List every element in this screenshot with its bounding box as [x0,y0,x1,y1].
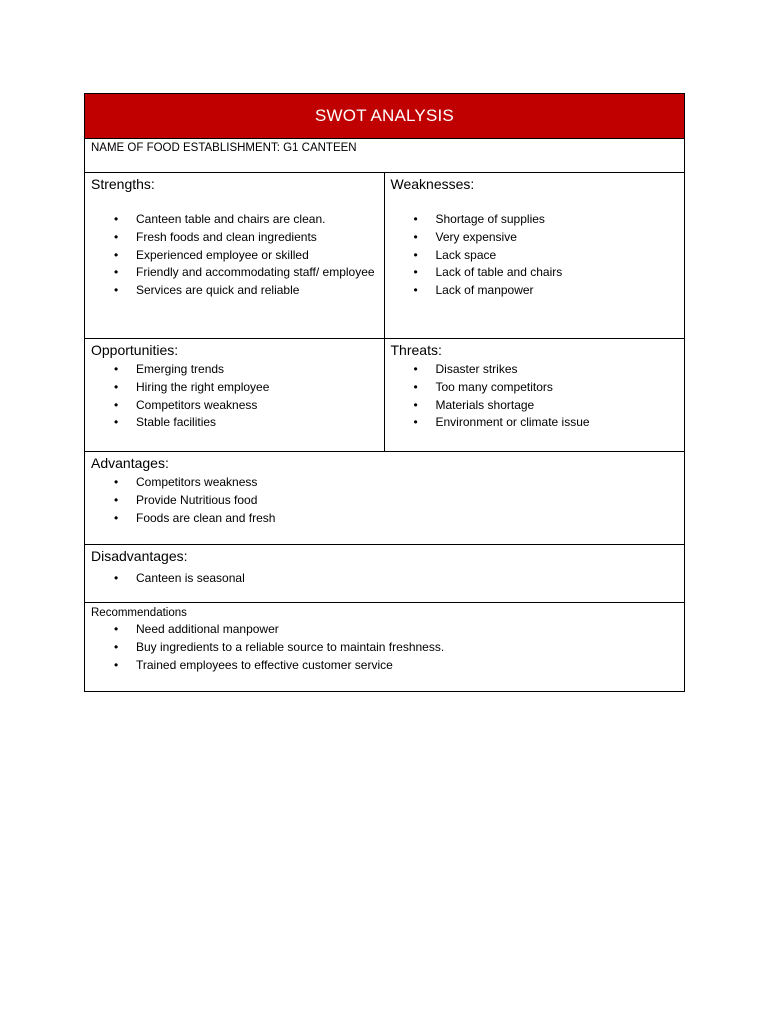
recommendations-row [85,603,684,691]
threats-list [391,361,679,432]
establishment-row [85,139,684,173]
weaknesses-list [391,211,679,300]
list-item: • Canteen is seasonal [91,570,678,588]
advantages-list [91,474,678,527]
weaknesses-cell [385,173,685,338]
list-item: • Canteen table and chairs are clean. [91,211,378,229]
title-bar [85,94,684,139]
list-item: • Materials shortage [391,397,679,415]
list-item: • Disaster strikes [391,361,679,379]
list-item: • Services are quick and reliable [91,282,378,300]
document-title: SWOT ANALYSIS [315,106,454,125]
list-item: • Very expensive [391,229,679,247]
strengths-cell [85,173,385,338]
swot-table [84,93,685,692]
list-item: • Stable facilities [91,414,378,432]
recommendations-heading: Recommendations [91,607,187,619]
threats-heading: Threats: [390,342,442,358]
list-item: • Need additional manpower [91,621,678,639]
list-item: • Fresh foods and clean ingredients [91,229,378,247]
strengths-weaknesses-row [85,173,684,339]
recommendations-list [91,621,678,674]
list-item: • Too many competitors [391,379,679,397]
disadvantages-list [91,570,678,588]
list-item: • Foods are clean and fresh [91,510,678,528]
list-item: • Trained employees to effective customer service [91,657,678,675]
list-item: • Buy ingredients to a reliable source to maintain freshness. [91,639,678,657]
list-item: • Emerging trends [91,361,378,379]
list-item: • Lack space [391,247,679,265]
disadvantages-row [85,545,684,603]
opportunities-threats-row [85,339,684,452]
list-item: • Lack of manpower [391,282,679,300]
advantages-heading: Advantages: [91,455,169,471]
weaknesses-heading: Weaknesses: [390,176,475,192]
list-item: • Provide Nutritious food [91,492,678,510]
list-item: • Environment or climate issue [391,414,679,432]
opportunities-cell [85,339,385,451]
list-item: • Hiring the right employee [91,379,378,397]
list-item: • Friendly and accommodating staff/ employee [91,264,378,282]
opportunities-heading: Opportunities: [91,342,179,358]
disadvantages-heading: Disadvantages: [91,548,188,564]
list-item: • Competitors weakness [91,474,678,492]
list-item: • Lack of table and chairs [391,264,679,282]
strengths-heading: Strengths: [91,176,155,192]
list-item: • Experienced employee or skilled [91,247,378,265]
advantages-row [85,452,684,545]
list-item: • Competitors weakness [91,397,378,415]
threats-cell [385,339,685,451]
list-item: • Shortage of supplies [391,211,679,229]
strengths-list [91,211,378,300]
establishment-name: NAME OF FOOD ESTABLISHMENT: G1 CANTEEN [91,142,357,154]
opportunities-list [91,361,378,432]
